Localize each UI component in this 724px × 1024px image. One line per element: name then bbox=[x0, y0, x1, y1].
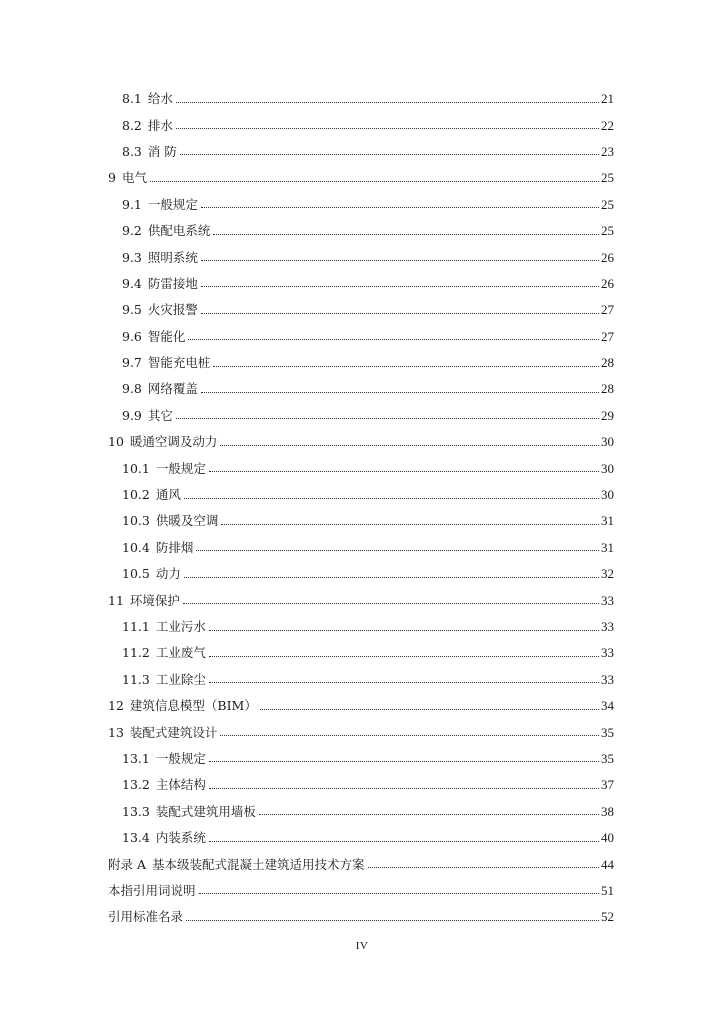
toc-entry-number: 13.3 bbox=[122, 803, 150, 819]
dot-leader bbox=[209, 761, 599, 762]
dot-leader bbox=[209, 656, 599, 657]
toc-entry-title: 建筑信息模型（BIM） bbox=[129, 698, 257, 714]
dot-leader bbox=[259, 814, 599, 815]
toc-entry-title: 环境保护 bbox=[129, 592, 180, 608]
toc-entry-title: 电气 bbox=[121, 170, 147, 186]
toc-entry-page: 33 bbox=[601, 671, 614, 687]
toc-entry-title: 动力 bbox=[155, 566, 181, 582]
toc-entry-page: 25 bbox=[601, 170, 614, 186]
toc-entry-title: 一般规定 bbox=[147, 196, 198, 212]
toc-entry-number: 9.3 bbox=[122, 249, 142, 265]
toc-entry-title: 防排烟 bbox=[155, 539, 194, 555]
toc-entry-title: 主体结构 bbox=[155, 777, 206, 793]
toc-entry-number: 附录 A bbox=[108, 856, 147, 872]
dot-leader bbox=[209, 682, 599, 683]
toc-entry[interactable] bbox=[0, 772, 724, 798]
dot-leader bbox=[199, 893, 599, 894]
toc-entry-page: 51 bbox=[601, 882, 614, 898]
toc-entry-title: 工业废气 bbox=[155, 645, 206, 661]
toc-entry-number: 8.1 bbox=[122, 91, 142, 107]
toc-entry-number: 8.3 bbox=[122, 143, 142, 159]
toc-entry[interactable] bbox=[0, 561, 724, 587]
toc-entry-title: 其它 bbox=[147, 407, 173, 423]
dot-leader bbox=[188, 339, 599, 340]
toc-entry-page: 52 bbox=[601, 909, 614, 925]
toc-entry-number: 9.1 bbox=[122, 196, 142, 212]
toc-entry-page: 28 bbox=[601, 381, 614, 397]
toc-entry-number: 11.2 bbox=[122, 645, 150, 661]
toc-entry-page: 34 bbox=[601, 698, 614, 714]
toc-entry-number: 9 bbox=[108, 170, 116, 186]
dot-leader bbox=[220, 735, 599, 736]
toc-entry[interactable] bbox=[0, 825, 724, 851]
toc-entry-number: 13.4 bbox=[122, 830, 150, 846]
toc-entry[interactable] bbox=[0, 324, 724, 350]
toc-entry[interactable] bbox=[0, 429, 724, 455]
toc-entry-page: 37 bbox=[601, 777, 614, 793]
toc-entry-number: 13.2 bbox=[122, 777, 150, 793]
toc-entry[interactable] bbox=[0, 350, 724, 376]
toc-entry-page: 29 bbox=[601, 407, 614, 423]
toc-entry-number: 9.8 bbox=[122, 381, 142, 397]
dot-leader bbox=[184, 577, 599, 578]
toc-entry[interactable] bbox=[0, 403, 724, 429]
dot-leader bbox=[180, 154, 599, 155]
toc-entry-title: 照明系统 bbox=[147, 249, 198, 265]
toc-entry-number: 10.2 bbox=[122, 487, 150, 503]
dot-leader bbox=[201, 286, 599, 287]
dot-leader bbox=[176, 102, 599, 103]
toc-entry-page: 28 bbox=[601, 355, 614, 371]
dot-leader bbox=[201, 313, 599, 314]
toc-entry-page: 27 bbox=[601, 328, 614, 344]
toc-entry-page: 31 bbox=[601, 539, 614, 555]
toc-entry-title: 给水 bbox=[147, 91, 173, 107]
toc-entry-number: 13.1 bbox=[122, 750, 150, 766]
toc-entry-number: 10 bbox=[108, 434, 124, 450]
toc-entry-page: 30 bbox=[601, 487, 614, 503]
table-of-contents bbox=[0, 86, 724, 931]
toc-entry-title: 本指引用词说明 bbox=[108, 882, 196, 898]
toc-entry-title: 装配式建筑用墙板 bbox=[155, 803, 256, 819]
toc-entry-page: 23 bbox=[601, 143, 614, 159]
toc-entry-number: 12 bbox=[108, 698, 124, 714]
dot-leader bbox=[184, 498, 599, 499]
toc-entry-page: 35 bbox=[601, 750, 614, 766]
toc-entry[interactable] bbox=[0, 878, 724, 904]
toc-entry[interactable] bbox=[0, 693, 724, 719]
toc-entry[interactable] bbox=[0, 667, 724, 693]
toc-entry-number: 11.1 bbox=[122, 619, 150, 634]
dot-leader bbox=[209, 471, 599, 472]
dot-leader bbox=[201, 207, 599, 208]
toc-entry-page: 22 bbox=[601, 117, 614, 133]
toc-entry-title: 装配式建筑设计 bbox=[129, 724, 218, 740]
toc-entry-title: 供暖及空调 bbox=[155, 513, 219, 529]
toc-entry-page: 31 bbox=[601, 513, 614, 529]
toc-entry[interactable] bbox=[0, 244, 724, 270]
toc-entry-title: 网络覆盖 bbox=[147, 381, 198, 397]
toc-entry-page: 33 bbox=[601, 619, 614, 634]
toc-entry-number: 10.5 bbox=[122, 566, 150, 582]
toc-entry-title: 火灾报警 bbox=[147, 302, 198, 318]
dot-leader bbox=[368, 867, 599, 868]
toc-entry-page: 25 bbox=[601, 223, 614, 239]
toc-entry-title: 一般规定 bbox=[155, 460, 206, 476]
toc-entry-number: 10.1 bbox=[122, 460, 150, 476]
toc-entry[interactable] bbox=[0, 192, 724, 218]
toc-entry[interactable] bbox=[0, 271, 724, 297]
toc-entry-number: 11.3 bbox=[122, 671, 150, 687]
dot-leader bbox=[201, 392, 599, 393]
toc-entry-number: 9.2 bbox=[122, 223, 142, 239]
page-number: IV bbox=[355, 940, 369, 952]
toc-entry-number: 13 bbox=[108, 724, 124, 740]
toc-entry[interactable] bbox=[0, 535, 724, 561]
dot-leader bbox=[150, 181, 599, 182]
toc-entry[interactable] bbox=[0, 297, 724, 323]
toc-entry-number: 9.9 bbox=[122, 407, 142, 423]
toc-entry[interactable] bbox=[0, 139, 724, 165]
toc-entry-page: 21 bbox=[601, 91, 614, 107]
toc-entry[interactable] bbox=[0, 587, 724, 613]
toc-entry-page: 35 bbox=[601, 724, 614, 740]
toc-entry-title: 引用标准名录 bbox=[108, 909, 184, 925]
toc-entry[interactable] bbox=[0, 719, 724, 745]
dot-leader bbox=[209, 841, 599, 842]
toc-entry-title: 内装系统 bbox=[155, 830, 206, 846]
toc-entry-title: 供配电系统 bbox=[147, 223, 211, 239]
toc-entry[interactable] bbox=[0, 904, 724, 930]
toc-entry[interactable] bbox=[0, 86, 724, 112]
dot-leader bbox=[196, 550, 599, 551]
toc-entry-number: 10.4 bbox=[122, 539, 150, 555]
dot-leader bbox=[209, 630, 599, 631]
toc-entry-title: 暖通空调及动力 bbox=[129, 434, 218, 450]
dot-leader bbox=[221, 524, 599, 525]
toc-entry-page: 26 bbox=[601, 249, 614, 265]
toc-entry[interactable] bbox=[0, 640, 724, 666]
toc-entry-page: 33 bbox=[601, 645, 614, 661]
toc-entry-title: 通风 bbox=[155, 487, 181, 503]
toc-entry-page: 27 bbox=[601, 302, 614, 318]
dot-leader bbox=[209, 788, 599, 789]
dot-leader bbox=[183, 603, 599, 604]
toc-entry[interactable] bbox=[0, 218, 724, 244]
toc-entry-title: 排水 bbox=[147, 117, 173, 133]
dot-leader bbox=[186, 920, 599, 921]
toc-entry-number: 10.3 bbox=[122, 513, 150, 529]
toc-entry-title: 防雷接地 bbox=[147, 275, 198, 291]
toc-entry-title: 基本级装配式混凝土建筑适用技术方案 bbox=[152, 856, 365, 872]
dot-leader bbox=[176, 128, 599, 129]
toc-entry-page: 38 bbox=[601, 803, 614, 819]
toc-entry[interactable] bbox=[0, 799, 724, 825]
toc-entry-title: 工业污水 bbox=[155, 619, 206, 634]
toc-entry[interactable] bbox=[0, 482, 724, 508]
toc-entry-page: 26 bbox=[601, 275, 614, 291]
toc-entry-page: 30 bbox=[601, 460, 614, 476]
dot-leader bbox=[260, 709, 599, 710]
dot-leader bbox=[220, 445, 599, 446]
toc-entry[interactable] bbox=[0, 376, 724, 402]
toc-entry[interactable] bbox=[0, 746, 724, 772]
toc-entry-number: 9.4 bbox=[122, 275, 142, 291]
toc-entry-page: 25 bbox=[601, 196, 614, 212]
toc-entry-page: 33 bbox=[601, 592, 614, 608]
dot-leader bbox=[213, 366, 599, 367]
toc-entry-title: 消 防 bbox=[147, 143, 177, 159]
toc-entry-page: 40 bbox=[601, 830, 614, 846]
toc-entry-page: 32 bbox=[601, 566, 614, 582]
dot-leader bbox=[213, 234, 599, 235]
toc-entry-page: 44 bbox=[601, 856, 614, 872]
toc-entry[interactable] bbox=[0, 165, 724, 191]
toc-entry-title: 一般规定 bbox=[155, 750, 206, 766]
toc-entry-page: 30 bbox=[601, 434, 614, 450]
toc-entry-number: 9.5 bbox=[122, 302, 142, 318]
dot-leader bbox=[201, 260, 599, 261]
toc-entry-title: 智能充电桩 bbox=[147, 355, 211, 371]
toc-entry[interactable] bbox=[0, 508, 724, 534]
toc-entry[interactable] bbox=[0, 851, 724, 877]
toc-entry-number: 11 bbox=[108, 592, 124, 608]
toc-entry-number: 9.6 bbox=[122, 328, 142, 344]
toc-entry[interactable] bbox=[0, 455, 724, 481]
toc-entry[interactable] bbox=[0, 112, 724, 138]
toc-entry-title: 工业除尘 bbox=[155, 671, 206, 687]
dot-leader bbox=[176, 418, 599, 419]
toc-entry-title: 智能化 bbox=[147, 328, 186, 344]
toc-entry-number: 9.7 bbox=[122, 355, 142, 371]
toc-entry[interactable] bbox=[0, 614, 724, 640]
toc-entry-number: 8.2 bbox=[122, 117, 142, 133]
